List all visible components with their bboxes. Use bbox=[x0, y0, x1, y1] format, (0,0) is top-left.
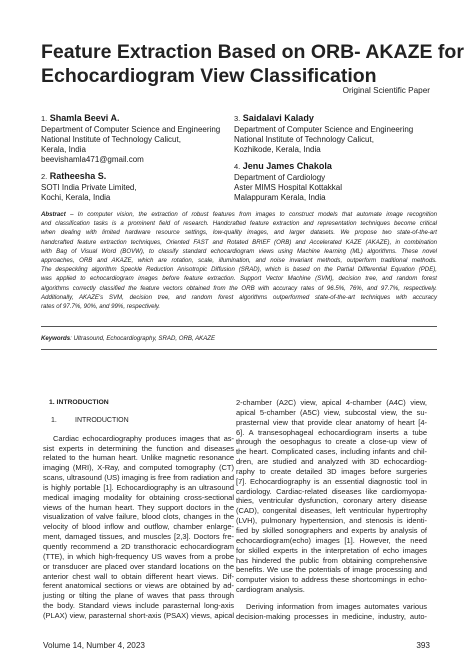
author-number: 3. bbox=[234, 114, 241, 123]
affiliation-line: Department of Cardiology bbox=[234, 173, 326, 182]
body-line: or transducer are placed over standard locations on the bbox=[43, 561, 234, 571]
body-left-column bbox=[43, 398, 234, 621]
body-line: ment, damaged tissues, and muscles [2,3]. Doctors fre- bbox=[43, 532, 234, 542]
body-line: benefits. We use the potentials of image processing and bbox=[236, 565, 427, 575]
affiliation-line: Kerala, India bbox=[41, 145, 86, 154]
body-line: Cardiac echocardiography produces images that as- bbox=[53, 433, 234, 443]
abstract-text: – In computer vision, the extraction of robust features from images to construct models that automate image recognition bbox=[70, 211, 437, 218]
body-paragraph bbox=[236, 602, 427, 622]
author-email[interactable]: beevishamla471@gmail.com bbox=[41, 155, 144, 164]
body-line: apical 5-chamber (A5C) view, subcostal view, the su- bbox=[236, 407, 427, 417]
abstract-line: and classification tasks is a prominent field of research. Handcrafted feature extraction and representation techniques become critical bbox=[41, 220, 437, 228]
body-line: for skilled experts in the interpretation of echo images bbox=[236, 545, 427, 555]
body-line: (PLAX) view, parasternal short-axis (PSAX) views, apical bbox=[43, 610, 234, 620]
body-line: anterior chest wall to obtain different heart views. Dif- bbox=[43, 571, 234, 581]
affiliation-line: Department of Computer Science and Engineering bbox=[234, 125, 414, 134]
abstract-divider bbox=[41, 326, 437, 327]
author-name bbox=[234, 160, 424, 173]
body-line: is highly portable [1]. Echocardiography is an ultrasound bbox=[43, 482, 234, 492]
body-line: 6]. A transesophageal echocardiogram inserts a tube bbox=[236, 427, 427, 437]
author-name bbox=[41, 112, 231, 125]
body-line: dren, are studied and analyzed with 3D echocardiog- bbox=[236, 457, 427, 467]
body-paragraph bbox=[236, 398, 427, 595]
section-heading: 1. INTRODUCTION bbox=[49, 399, 109, 406]
body-line: has hindered the public from obtaining comprehensive bbox=[236, 555, 427, 565]
abstract-line: was applied to echocardiogram images before feature extraction. Support Vector Machine (SVM), decision tree, and random forest bbox=[41, 275, 437, 283]
body-line: 2-chamber (A2C) view, apical 4-chamber (A4C) view, bbox=[236, 398, 427, 407]
body-line: sist experts in determining the function and diseases bbox=[43, 443, 234, 453]
keywords-label: Keywords bbox=[41, 335, 71, 342]
body-line: quently recommend a 2D transthoracic echocardiogram bbox=[43, 541, 234, 551]
body-right-column bbox=[236, 398, 427, 622]
title-line: Echocardiogram View Classification bbox=[41, 65, 377, 87]
author-name bbox=[234, 112, 424, 125]
affiliation-line: Aster MIMS Hospital Kottakkal bbox=[234, 183, 343, 192]
authors-right-column bbox=[234, 112, 424, 208]
footer-volume: Volume 14, Number 4, 2023 bbox=[43, 641, 145, 650]
author-name-text: Shamla Beevi A. bbox=[49, 113, 120, 123]
abstract-line: Additionally, AKAZE's SVM, decision tree, and random forest algorithms outperformed state-of-the-art techniques with accuracy bbox=[41, 293, 437, 301]
keywords-text: : Ultrasound, Echocardiography, SRAD, ORB, AKAZE bbox=[70, 335, 216, 342]
title-line: Feature Extraction Based on ORB- AKAZE for bbox=[41, 41, 464, 63]
keywords-divider bbox=[41, 349, 437, 350]
affiliation-line: National Institute of Technology Calicut, bbox=[41, 135, 181, 144]
author-entry bbox=[41, 112, 231, 165]
body-line: the body. Standard views include parasternal long-axis bbox=[43, 601, 234, 611]
body-paragraph bbox=[43, 434, 234, 621]
abstract-line: approaches, ORB and AKAZE, which are rotation, scale, illumination, and noise invariant methods, outperform traditional methods. bbox=[41, 257, 437, 265]
body-line: velocity of blood inflow and outflow, chamber enlarge- bbox=[43, 522, 234, 532]
body-line: decision-making processes in medicine, industry, auto- bbox=[236, 611, 427, 621]
body-line: fied by skilled sonographers and experts by analysis of bbox=[236, 525, 427, 535]
body-line: (LVH), pulmonary hypertension, and stenosis is identi- bbox=[236, 516, 427, 526]
body-line: computer vision to address these shortcomings in echo- bbox=[236, 575, 427, 585]
subsection-heading bbox=[51, 416, 234, 426]
body-line: cardiogram analysis. bbox=[236, 585, 305, 595]
author-name-text: Saidalavi Kalady bbox=[242, 113, 314, 123]
abstract-line bbox=[41, 210, 437, 219]
author-entry bbox=[234, 112, 424, 155]
affiliation-line: SOTI India Private Limited, bbox=[41, 183, 137, 192]
paper-title bbox=[41, 40, 464, 88]
subsection-title: INTRODUCTION bbox=[75, 416, 129, 424]
abstract-line: with Bag of Visual Word (BOVW), to classify standard echocardiogram views using Machine learning (ML) algorithms. These novel bbox=[41, 247, 437, 255]
author-entry bbox=[41, 170, 231, 203]
body-line: (CAD), congenital diseases, left ventricular hypertrophy bbox=[236, 506, 427, 516]
footer-page-number: 393 bbox=[416, 641, 430, 650]
affiliation-line: Department of Computer Science and Engineering bbox=[41, 125, 221, 134]
body-line: (TTE), in which high-frequency US waves from a probe bbox=[43, 551, 234, 561]
author-number: 1. bbox=[41, 114, 48, 123]
abstract-line: when dealing with limited hardware resource settings, low-quality images, and larger datasets. We propose two state-of-the-art bbox=[41, 229, 437, 237]
body-line: ferent anatomical sections or views are obtained by ad- bbox=[43, 581, 234, 591]
body-line: views of the human heart. They support doctors in the bbox=[43, 502, 234, 512]
article-type: Original Scientific Paper bbox=[342, 86, 430, 95]
body-line: medical imaging modality for obtaining cross-sectional bbox=[43, 492, 234, 502]
body-line: echocardiogram(echo) images [1]. However, the need bbox=[236, 535, 427, 545]
affiliation-line: Kochi, Kerala, India bbox=[41, 193, 111, 202]
body-line: cardiology. Cardiac-related diseases like cardiomyopa- bbox=[236, 486, 427, 496]
body-line: scans, ultrasound (US) imaging is free from radiation and bbox=[43, 473, 234, 483]
body-line: thies, ventricular dysfunction, coronary artery disease bbox=[236, 496, 427, 506]
abstract-line: The despeckling algorithm Speckle Reduction Anisotropic Diffusion (SRAD), which is based on the Partial Differential Equation (PDE), bbox=[41, 266, 437, 274]
body-line: [7]. Echocardiography is an essential diagnostic tool in bbox=[236, 476, 427, 486]
abstract-line: handcrafted feature extraction techniques, Oriented FAST and Rotated BRIEF (ORB) and Accelerated KAZE (AKAZE), in combination bbox=[41, 238, 437, 246]
author-number: 4. bbox=[234, 162, 241, 171]
body-line: raphy to create detailed 3D images before surgeries bbox=[236, 466, 427, 476]
abstract-line: rates of 97.7%, 90%, and 99%, respectively. bbox=[41, 303, 161, 311]
body-line: the heart. Complicated cases, including infants and chil- bbox=[236, 447, 427, 457]
author-name-text: Ratheesha S. bbox=[49, 171, 107, 181]
affiliation-line: Malappuram Kerala, India bbox=[234, 193, 326, 202]
author-name bbox=[41, 170, 231, 183]
abstract bbox=[41, 210, 437, 311]
author-entry bbox=[234, 160, 424, 203]
affiliation-line: Kozhikode, Kerala, India bbox=[234, 145, 321, 154]
body-line: visualization of valve failure, blood clots, changes in the bbox=[43, 512, 234, 522]
abstract-label: Abstract bbox=[41, 211, 66, 218]
author-number: 2. bbox=[41, 172, 48, 181]
body-line: through the oesophagus to create a close-up view of bbox=[236, 437, 427, 447]
affiliation-line: National Institute of Technology Calicut, bbox=[234, 135, 374, 144]
body-line: related to the human heart. Unlike magnetic resonance bbox=[43, 453, 234, 463]
abstract-line: algorithms correctly classified the feature vectors obtained from the ORB with accuracy rates of 96.5%, 76%, and 97.7%, respectively. bbox=[41, 284, 437, 292]
body-line: imaging (MRI), X-Ray, and computed tomography (CT) bbox=[43, 463, 234, 473]
authors-left-column bbox=[41, 112, 231, 208]
subsection-number: 1. bbox=[51, 416, 57, 424]
author-name-text: Jenu James Chakola bbox=[242, 161, 332, 171]
body-line: prasternal view that provide clear anatomy of heart [4- bbox=[236, 417, 427, 427]
body-line: justing or tilting the plane of waves that pass through bbox=[43, 591, 234, 601]
paragraph-gap bbox=[236, 595, 427, 602]
keywords bbox=[41, 335, 437, 342]
body-line: Deriving information from images automates various bbox=[246, 601, 427, 611]
